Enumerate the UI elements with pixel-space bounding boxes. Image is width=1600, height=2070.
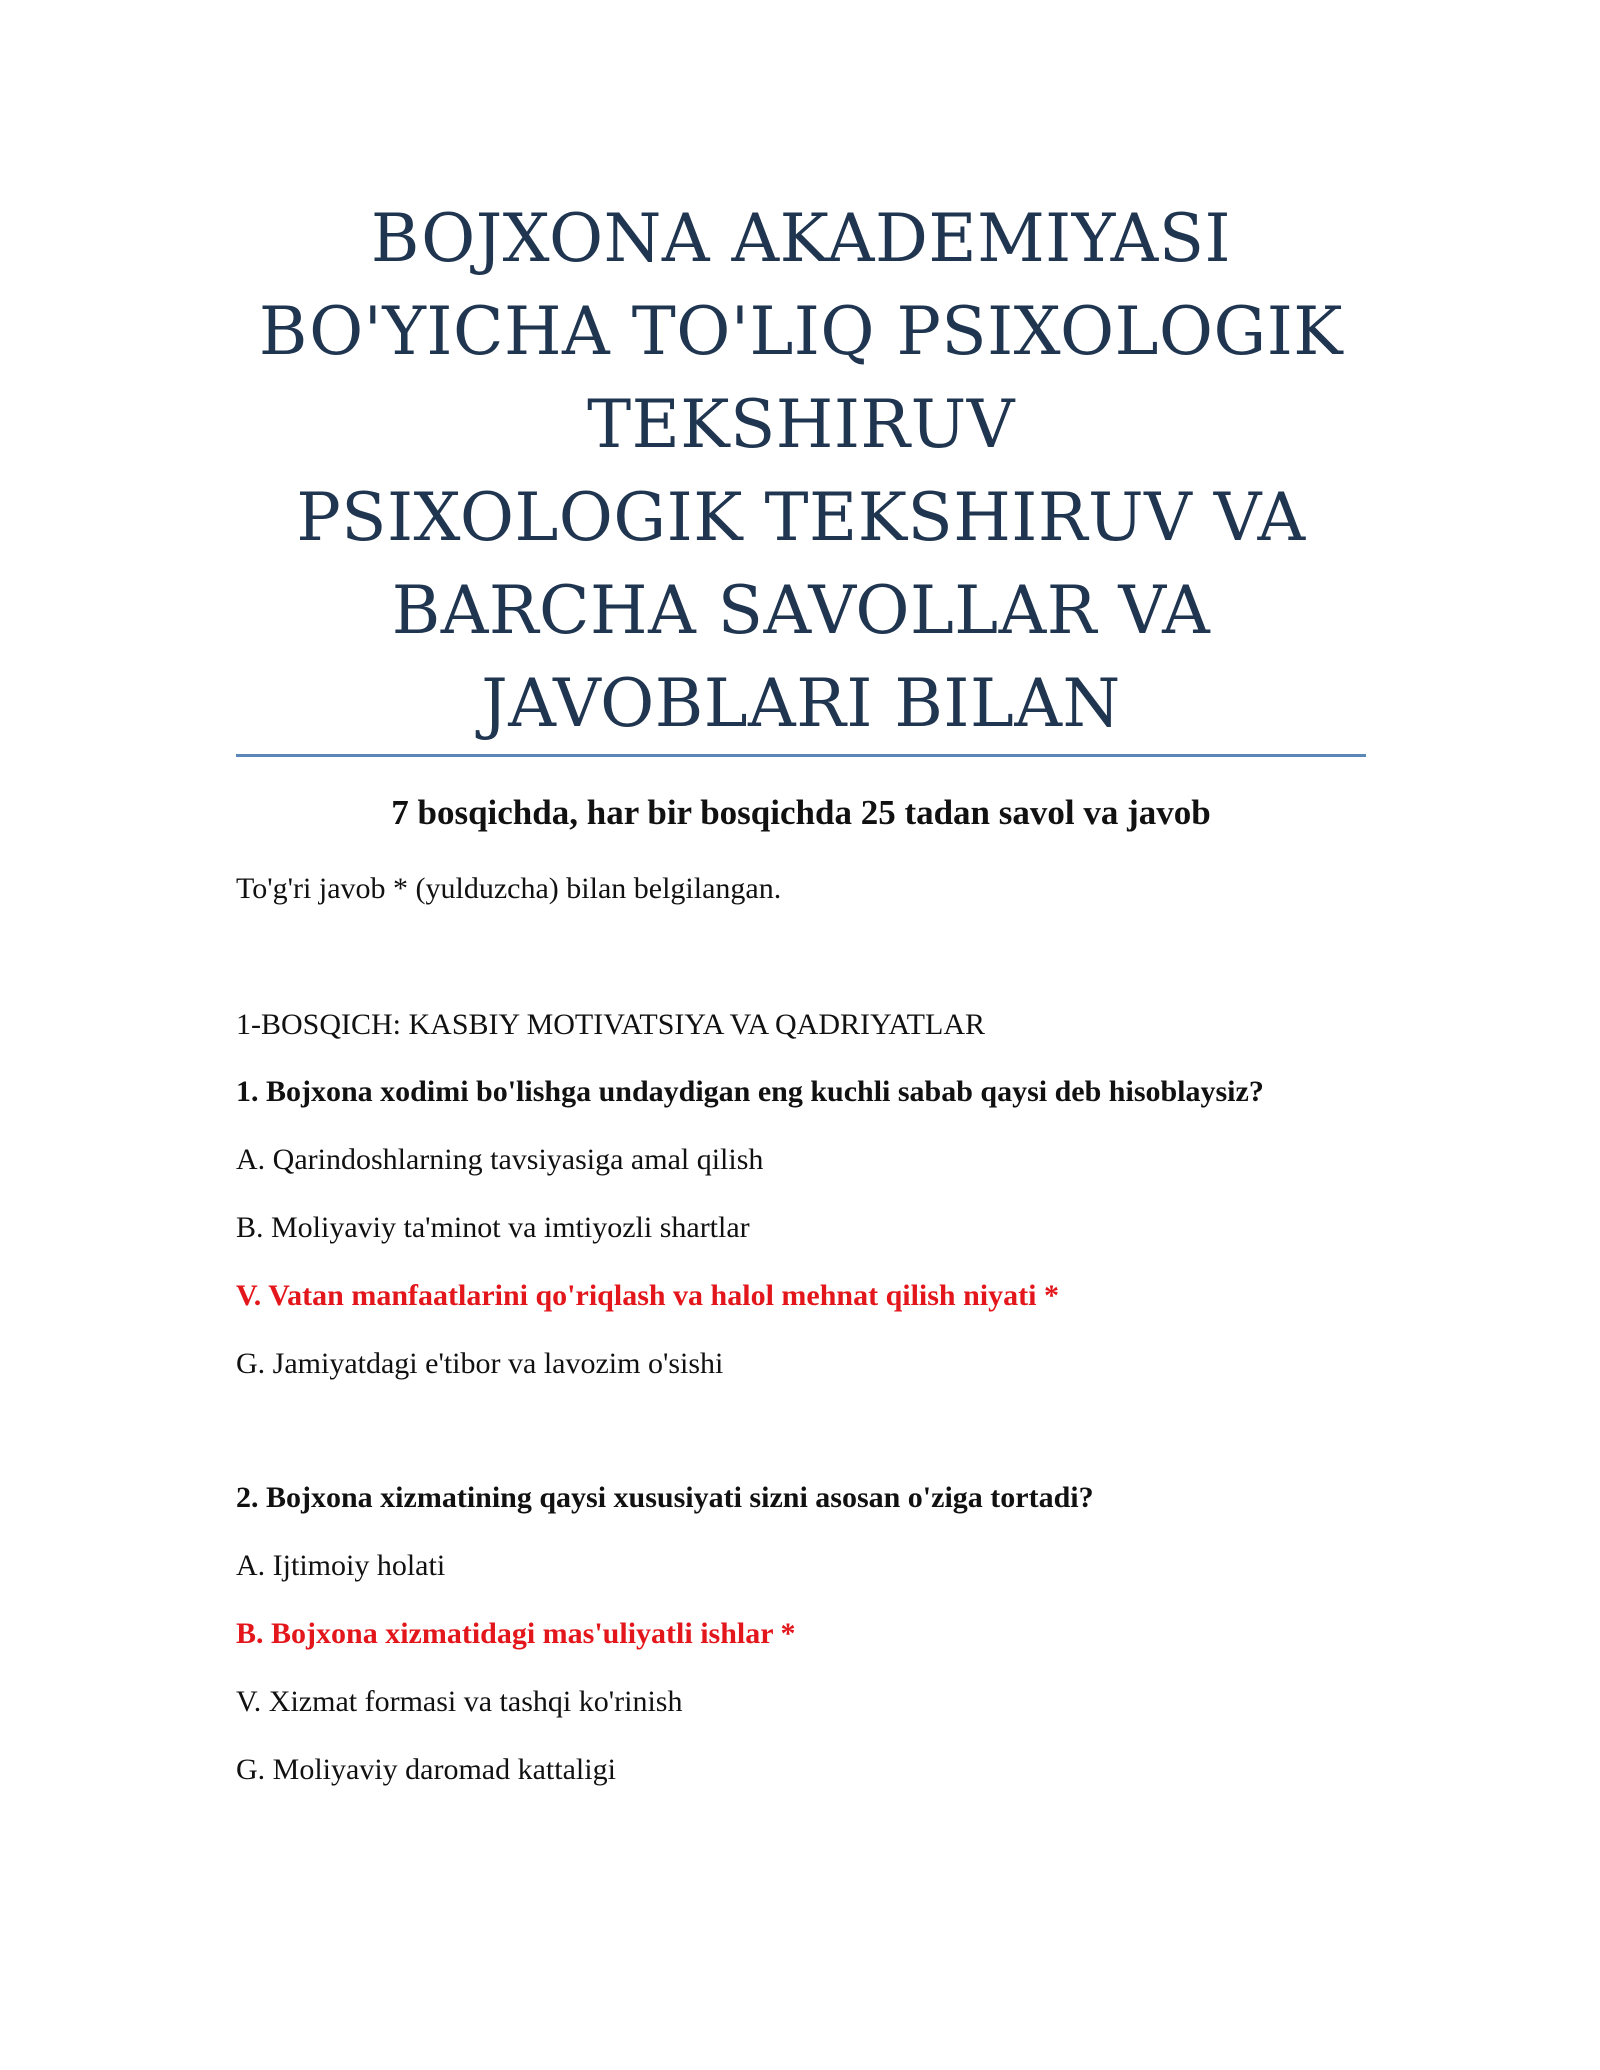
answer-option: A. Ijtimoiy holati [236,1549,446,1582]
title-line: TEKSHIRUV [587,386,1015,463]
title-line: PSIXOLOGIK TEKSHIRUV VA [296,479,1306,556]
title-divider [236,754,1366,757]
answer-option: B. Moliyaviy ta'minot va imtiyozli shartlar [236,1211,750,1244]
answer-option: G. Jamiyatdagi e'tibor va lavozim o'sishi [236,1347,724,1380]
answer-option: V. Xizmat formasi va tashqi ko'rinish [236,1685,683,1718]
answer-option: A. Qarindoshlarning tavsiyasiga amal qilish [236,1143,764,1176]
question-block [236,1478,1386,1818]
title-line: BO'YICHA TO'LIQ PSIXOLOGIK [258,293,1344,370]
answer-option: G. Moliyaviy daromad kattaligi [236,1753,616,1786]
correct-answer-option: B. Bojxona xizmatidagi mas'uliyatli ishlar * [236,1617,796,1650]
answer-key-note: To'g'ri javob * (yulduzcha) bilan belgilangan. [236,872,782,905]
correct-answer-option: V. Vatan manfaatlarini qo'riqlash va halol mehnat qilish niyati * [236,1279,1059,1312]
question-block [236,1072,1386,1412]
title-line: BOJXONA AKADEMIYASI [370,200,1232,277]
document-subtitle: 7 bosqichda, har bir bosqichda 25 tadan savol va javob [391,793,1211,832]
stage-heading: 1-BOSQICH: KASBIY MOTIVATSIYA VA QADRIYATLAR [236,1008,985,1041]
title-line: BARCHA SAVOLLAR VA [391,572,1211,649]
question-text: 1. Bojxona xodimi bo'lishga undaydigan eng kuchli sabab qaysi deb hisoblaysiz? [236,1075,1264,1108]
document-title [236,192,1366,750]
title-line: JAVOBLARI BILAN [481,665,1121,742]
question-text: 2. Bojxona xizmatining qaysi xususiyati sizni asosan o'ziga tortadi? [236,1481,1094,1514]
